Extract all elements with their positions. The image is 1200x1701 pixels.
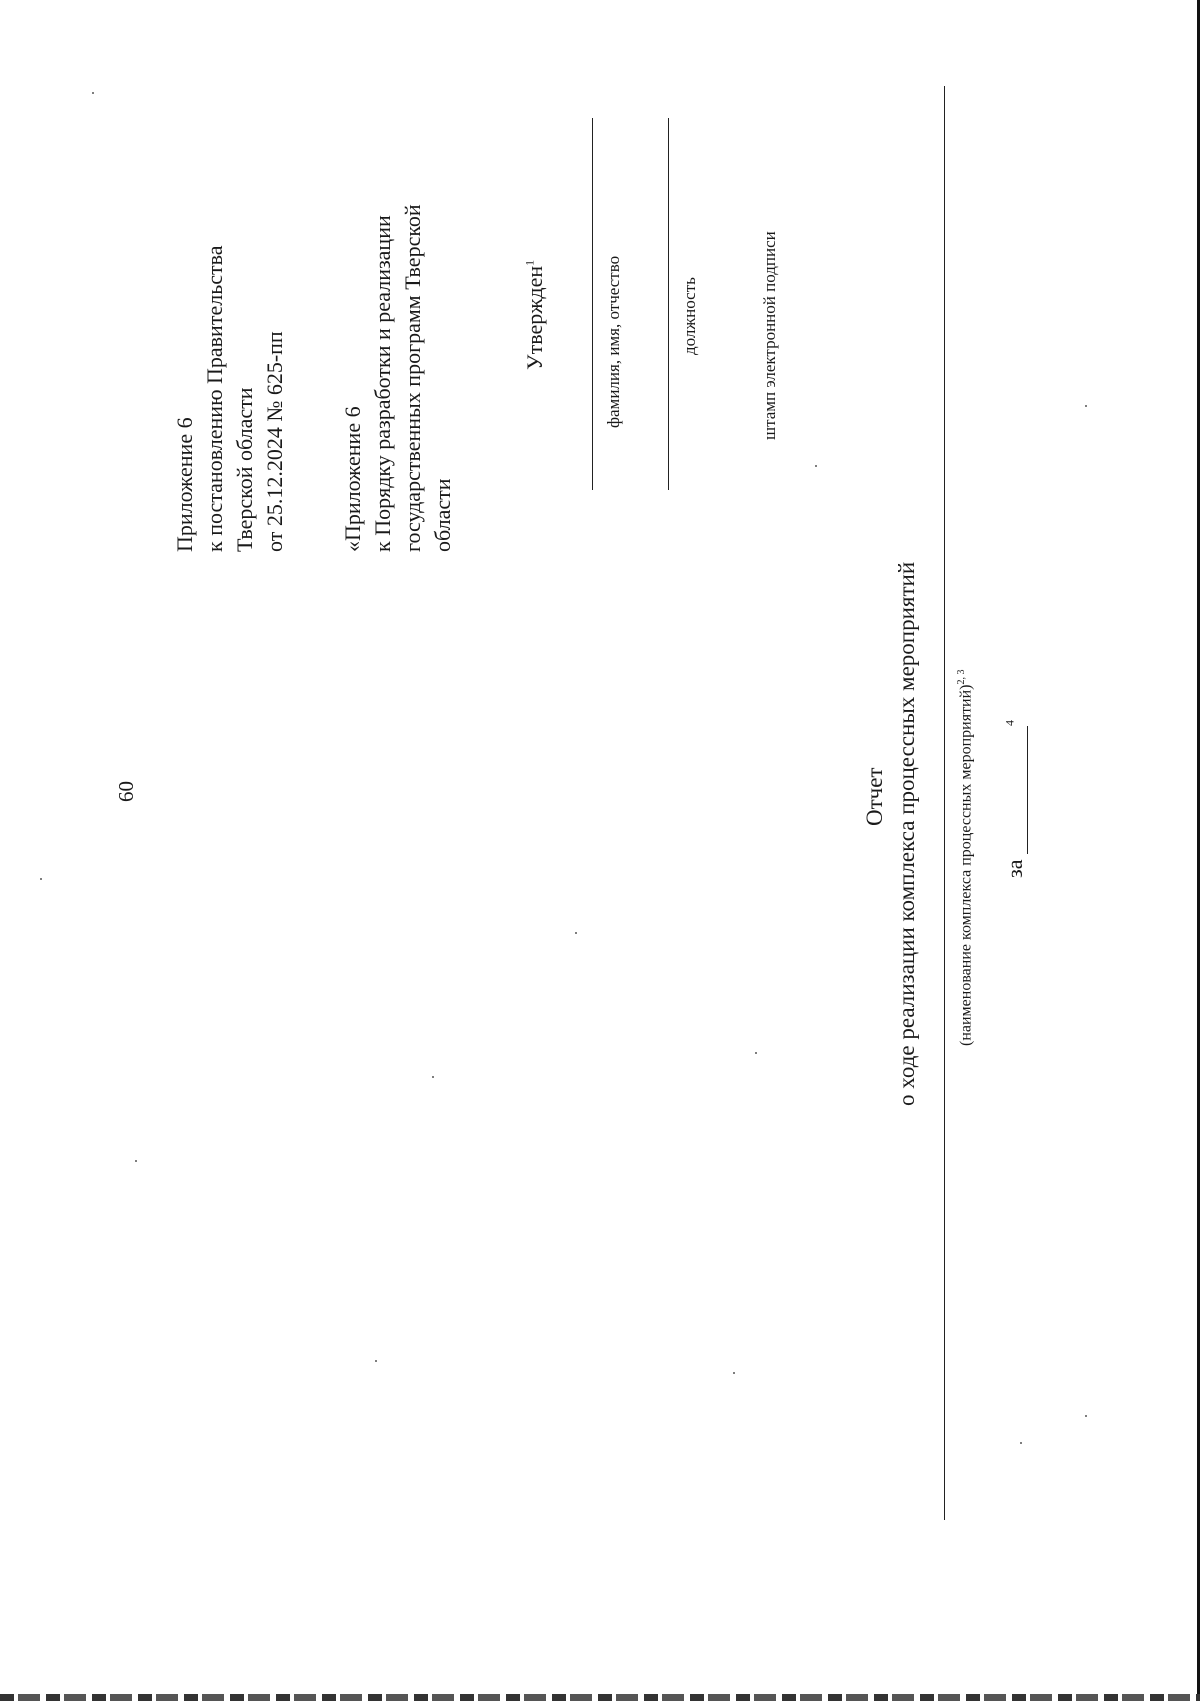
program-name-caption-text: (наименование комплекса процессных мероприятий)	[957, 684, 975, 1046]
report-subtitle: о ходе реализации комплекса процессных мероприятий	[894, 561, 919, 1106]
scan-speck	[575, 932, 577, 934]
scan-speck	[135, 1160, 137, 1162]
fio-caption: фамилия, имя, отчество	[604, 255, 623, 428]
position-caption: должность	[680, 277, 699, 355]
scan-speck	[1085, 405, 1087, 407]
order-appendix-line: области	[430, 478, 455, 552]
program-name-caption	[956, 669, 975, 1046]
approval-label	[522, 260, 548, 370]
scan-speck	[40, 878, 42, 880]
fio-line	[592, 118, 593, 490]
scan-speck	[432, 1076, 434, 1078]
footnote-ref: 4	[1002, 720, 1017, 727]
appendix-line: от 25.12.2024 № 625-пп	[262, 331, 287, 552]
footnote-ref: 2, 3	[956, 669, 967, 685]
approval-label-text: Утвержден	[522, 265, 547, 370]
scan-speck	[815, 465, 817, 467]
appendix-line: Тверской области	[232, 387, 257, 552]
footnote-ref: 1	[522, 259, 537, 266]
appendix-line: к постановлению Правительства	[202, 245, 227, 552]
scan-speck	[1085, 1415, 1087, 1417]
period-line	[1002, 720, 1028, 878]
program-name-line	[944, 86, 945, 1520]
scan-speck	[1020, 1442, 1022, 1444]
scan-speck	[733, 1372, 735, 1374]
period-prefix: за	[1002, 859, 1027, 878]
appendix-header	[170, 246, 290, 552]
order-appendix-line: к Порядку разработки и реализации	[370, 215, 395, 552]
order-appendix-line: государственных программ Тверской	[400, 204, 425, 552]
order-appendix-header	[338, 204, 458, 552]
order-appendix-line: «Приложение 6	[340, 406, 365, 552]
stamp-caption: штамп электронной подписи	[760, 231, 779, 440]
scan-speck	[375, 1360, 377, 1362]
scan-speck	[755, 1052, 757, 1054]
page-number: 60	[114, 781, 138, 802]
position-line	[668, 118, 669, 490]
appendix-line: Приложение 6	[172, 417, 197, 552]
report-title: Отчет	[862, 767, 887, 826]
scan-speck	[92, 92, 94, 94]
period-blank	[1007, 726, 1028, 854]
scan-edge-bottom	[0, 1694, 1200, 1701]
